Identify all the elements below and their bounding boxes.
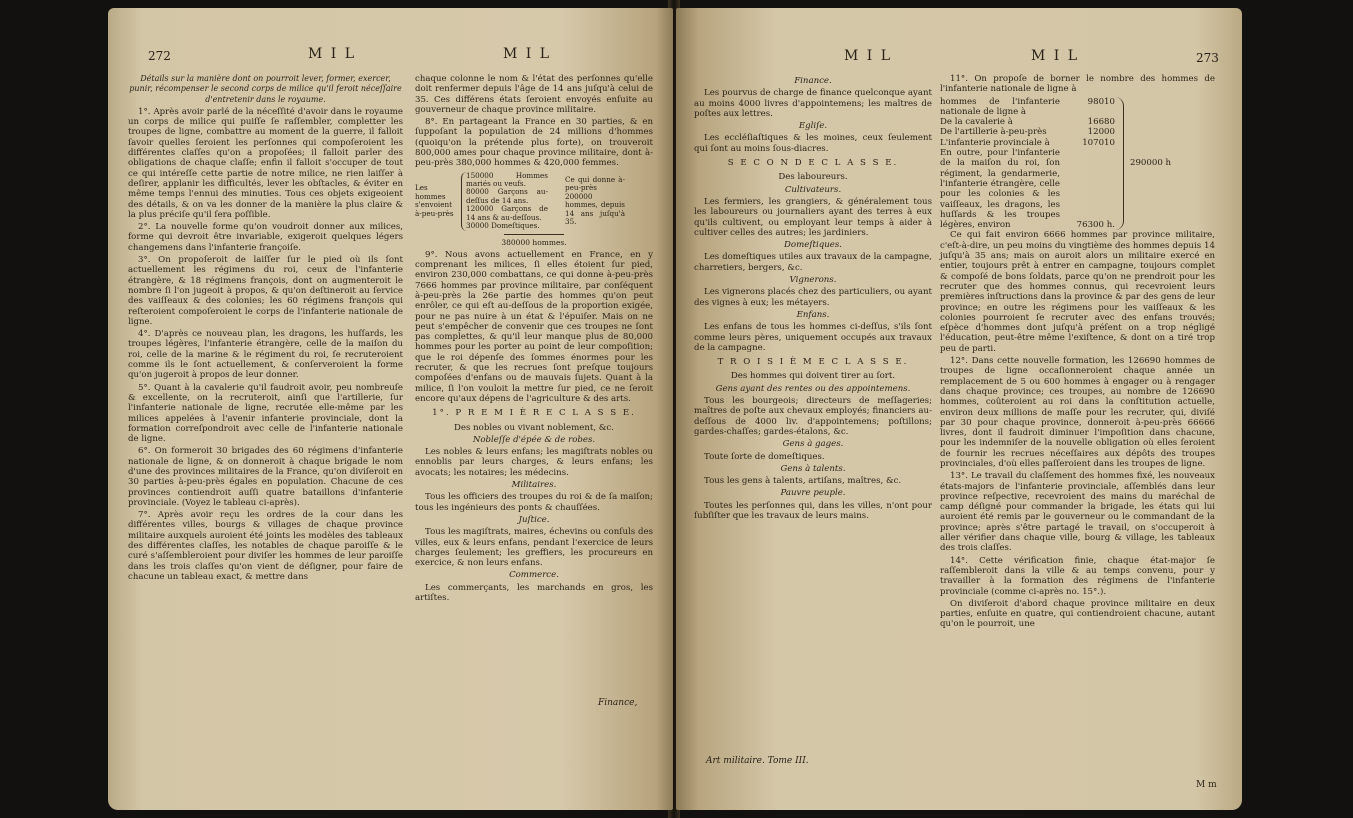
talents-heading: Gens à talents. (780, 463, 846, 474)
para-cont: chaque colonne le nom & l'état des perſonnes qu'elle doit renfermer depuis l'âge de 14 ans juſqu'à celui de 35. Ces différens états ſeroient envoyés enſuite au gouverneur de chaque province militaire. (415, 74, 653, 115)
table-row: 30000 Domeſtiques. (466, 221, 540, 231)
eglise-heading: Egliſe. (798, 121, 828, 132)
class-1-subheading: Des nobles ou vivant noblement, &c. (454, 422, 614, 433)
right-running-head-b: M I L (1031, 48, 1080, 64)
cultivateurs-heading: Cultivateurs. (784, 184, 842, 195)
signature-mark: M m (1196, 780, 1217, 790)
para-11b: Ce qui fait environ 6666 hommes par province militaire, c'eſt-à-dire, un peu moins du vingtième des hommes depuis 14 juſqu'à 35 ans; mais on auroit alors un militaire exercé en entier, toujours prêt à entrer en campagne, toujours complet & compoſé de bons ſoldats, parce qu'on ne prendroit pour les recruter que des hommes connus, qui recevroient leurs premières inſtructions dans la province & par des gens de leur province; en outre les régimens pour les vaiſſeaux & les colonies pourroient ſe recruter avec des enfans trouvés; eſpèce d'hommes dont juſqu'à préſent on a trop négligé l'éducation, peut-être même l'exiſtence, & dont on a tiré trop peu de parti. (940, 230, 1215, 354)
gages-heading: Gens à gages. (782, 439, 844, 450)
table-right-label: Ce qui donne à-peu-près 200000 hommes, depuis 14 ans juſqu'à 35. (565, 174, 625, 226)
rentes-heading: Gens ayant des rentes ou des appointemens. (715, 383, 911, 394)
para-11: 11°. On propoſe de borner le nombre des hommes de l'infanterie nationale de ligne à (940, 74, 1215, 95)
right-running-head-a: M I L (844, 48, 893, 64)
troop-row: hommes de l'infanterie nationale de ligne à 98010 (940, 96, 1115, 117)
left-page-number: 272 (148, 49, 171, 63)
para-12: 12°. Dans cette nouvelle formation, les 126690 hommes de troupes de ligne occaſionneroient chaque année un remplacement de 5 ou 600 hommes à engager ou à rengager dans chaque province; ces troupes, au nombre de 126690 hommes, coûteroient au roi dans la conſtitution actuelle, environ deux millions de maſſe pour les recruter, qui, diviſé par 30 pour chaque province, donneroit à-peu-près 66666 livres, dont il faudroit diminuer l'impoſition dans chacune, pour les indemniſer de la nouvelle obligation où elles ſeroient de fournir les recrues néceſſaires aux dépôts des troupes provinciales, d'où elles paſſeroient dans les troupes de ligne. (940, 356, 1215, 469)
table-row: 80000 Garçons au-deſſus de 14 ans. (466, 187, 548, 205)
para-6: 6°. On formeroit 30 brigades des 60 régimens d'infanterie nationale de ligne, & on donneroit à chaque brigade le nom d'une des provinces militaires de la France, qu'on diviſeroit en 30 parties à-peu-près égales en population. Chacune de ces provinces contiendroit auſſi quatre bataillons d'infanterie provinciale. (Voyez le tableau ci-après). (128, 446, 403, 508)
justice-text: Tous les magiſtrats, maires, échevins ou conſuls des villes, eux & leurs enfans, pendant l'exercice de leurs charges ſeulement; les greffiers, les procureurs en exercice, & non leurs enfans. (415, 527, 653, 569)
rentes-text: Tous les bourgeois; directeurs de meſſageries; maîtres de poſte aux chevaux employés; financiers au-deſſous de 4000 liv. d'appointemens; poſtillons; gardes-chaſſes; gardes-étalons, &c. (694, 396, 932, 437)
domestiques-text: Les domeſtiques utiles aux travaux de la campagne, charretiers, bergers, &c. (694, 252, 932, 273)
table-row: 120000 Garçons de 14 ans & au-deſſous. (466, 204, 548, 222)
para-7: 7°. Après avoir reçu les ordres de la cour dans les différentes villes, bourgs & villages de chaque province militaire auxquels auroient été joints les modèles des tableaux des différentes claſſes, les notables de chaque paroiſſe & le curé s'aſſembleroient pour diviſer les hommes de leur paroiſſe dans les trois claſſes qu'on vient de déſigner, pour faire de chacune un tableau exact, & mettre dans (128, 510, 403, 582)
class-3-heading: T R O I S I È M E C L A S S E. (717, 357, 909, 368)
noblesse-text: Les nobles & leurs enfans; les magiſtrats nobles ou ennoblis par leurs charges, & leurs enfans; les avocats; les notaires; les médecins. (415, 447, 653, 478)
right-page (676, 8, 1242, 810)
para-2: 2°. La nouvelle forme qu'on voudroit donner aux milices, forme qui devroit être invariable, exigeroit quelques légers changemens dans l'infanterie françoiſe. (128, 222, 403, 253)
para-15: On diviſeroit d'abord chaque province militaire en deux parties, enſuite en quatre, qui contiendroient chacune, autant qu'on le pourroit, une (940, 598, 1215, 630)
population-table (415, 172, 653, 231)
cultivateurs-text: Les fermiers, les grangiers, & généralement tous les laboureurs ou journaliers ayant des terres à eux qu'ils cultivent, ou employant leur temps à aider à cultiver celles des autres; les jardiniers. (694, 196, 932, 238)
peuple-heading: Pauvre peuple. (780, 488, 846, 499)
left-column-2 (415, 74, 653, 605)
table-rows (461, 172, 548, 231)
table-left-label: Les hommes s'envoient à-peu-près (415, 183, 454, 218)
enfans-text: Les enfans de tous les hommes ci-deſſus, s'ils ſont comme leurs pères, uniquement occupés aux travaux de la campagne. (694, 322, 932, 353)
para-9: 9°. Nous avons actuellement en France, en y comprenant les milices, ſi elles étoient ſur pied, environ 230,000 combattans, ce qui donne à-peu-près 7666 hommes par province militaire, par conſéquent à-peu-près la 26e partie des hommes qu'on peut enrôler, ce qui eſt au-deſſous de la proportion exigée, pour ne pas nuire à un état & l'épuiſer. Mais on ne peut s'empêcher de convenir que ces troupes ne ſont pas complettes, & qu'il leur manque plus de 80,000 hommes pour les porter au point de leur compoſition; que le roi dépenſe des ſommes énormes pour les recruter, & que les recrues ſont preſque toujours compoſées d'enfans ou de mauvais ſujets. Quant à la milice, ſi l'on vouloit la mettre ſur pied, ce ne ſeroit encore qu'aux dépens de l'agriculture & des arts. (415, 249, 653, 404)
left-running-head-a: M I L (308, 46, 357, 62)
intro-heading: Détails sur la manière dont on pourroit lever, former, exercer, punir, récompenser le second corps de milice qu'il feroit néceſſaire d'entretenir dans le royaume. (129, 74, 402, 104)
troop-total: 290000 h (1130, 158, 1172, 169)
enfans-heading: Enfans. (796, 309, 830, 320)
peuple-text: Toutes les perſonnes qui, dans les villes, n'ont pour ſubſiſter que les travaux de leurs mains. (694, 500, 932, 521)
commerce-heading: Commerce. (509, 570, 559, 581)
para-14: 14°. Cette vérification finie, chaque état-major ſe raſſembleroit dans la ville & au temps convenu, pour y travailler à la formation des régimens de l'infanterie provinciale (comme ci-après no. 15°.). (940, 555, 1215, 597)
para-1: 1°. Après avoir parlé de la néceſſité d'avoir dans le royaume un corps de milice qui puiſſe ſe raſſembler, completter les troupes de ligne, combattre au moment de la guerre, il falloit ſavoir quelles ſeroient les perſonnes qui compoſeroient les différentes claſſes qu'on a propoſées; il falloit parler des obligations de chaque claſſe; enfin il falloit s'occuper de tout ce qui intéreſſe cette partie de notre milice, ne rien laiſſer à deſirer, applanir les difficultés, lever les obſtacles, & éviter en même temps l'ennui des minuties. Tous ces objets exigeoient des détails, & on va les donner de la manière la plus claire & la plus préciſe qu'il ſera poſſible. (128, 106, 403, 220)
left-running-head-b: M I L (503, 46, 552, 62)
vignerons-heading: Vignerons. (789, 275, 837, 286)
para-13: 13°. Le travail du claſſement des hommes fixé, les nouveaux états-majors de l'infanterie provinciale, aſſemblés dans leur province reſpective, recevroient des mains du maréchal de camp déſigné pour commander la brigade, les états qui lui auroient été remis par le gouverneur ou le commandant de la province; après s'être partagé le travail, on s'occuperoit à aller vérifier dans chaque ville, bourg & village, les tableaux des trois claſſes. (940, 471, 1215, 554)
justice-heading: Juſtice. (518, 514, 550, 525)
class-2-subheading: Des laboureurs. (778, 172, 848, 183)
finance-heading: Finance. (794, 76, 832, 86)
class-2-heading: S E C O N D E C L A S S E. (727, 158, 899, 169)
eglise-text: Les eccléſiaſtiques & les moines, ceux ſeulement qui ſont au moins ſous-diacres. (694, 133, 932, 154)
class-1-heading: 1°. P R E M I È R E C L A S S E. (432, 408, 636, 419)
para-4: 4°. D'après ce nouveau plan, les dragons, les huſſards, les troupes légères, l'infanterie étrangère, celle de la maiſon du roi, celle de la marine & le régiment du roi, ſe recruteroient comme ils le ſont actuellement, & conſerveroient la forme qu'on jugeroit à propos de leur donner. (128, 329, 403, 381)
para-3: 3°. On propoſeroit de laiſſer ſur le pied où ils ſont actuellement les régimens du roi, ceux de l'infanterie étrangère, & 18 régimens françois, dont on augmenteroit le nombre ſi l'on jugeoit à propos, & qu'on deſtineroit au ſervice des vaiſſeaux & des colonies; les 60 régimens françois qui reſteroient compoſeroient le corps de l'infanterie nationale de ligne. (128, 255, 403, 327)
militaires-text: Tous les officiers des troupes du roi & de ſa maiſon; tous les ingénieurs des ponts & chauſſées. (415, 492, 653, 513)
para-8: 8°. En partageant la France en 30 parties, & en ſuppoſant la population de 24 millions d'hommes (quoiqu'on la prétende plus forte), on trouveroit 800,000 ames pour chaque province militaire, dont à-peu-près 380,000 hommes & 420,000 femmes. (415, 117, 653, 169)
militaires-heading: Militaires. (511, 480, 557, 491)
right-page-number: 273 (1196, 51, 1219, 65)
class-3-subheading: Des hommes qui doivent tirer au ſort. (730, 371, 896, 382)
talents-text: Tous les gens à talents, artiſans, maîtres, &c. (704, 476, 902, 487)
commerce-text: Les commerçants, les marchands en gros, les artiſtes. (415, 582, 653, 604)
troop-row: En outre, pour l'infanterie de la maiſon du roi, ſon régiment, la gendarmerie, l'infanterie étrangère, celle pour les colonies & les vaiſſeaux, les dragons, les huſſards & les troupes légères, environ 76300 h. (940, 148, 1115, 231)
right-column-2 (940, 74, 1215, 632)
troop-brace (1115, 97, 1124, 231)
para-5: 5°. Quant à la cavalerie qu'il faudroit avoir, peu nombreuſe & excellente, on la recruteroit, ainſi que l'artillerie, ſur l'infanterie nationale de ligne, recrutée elle-même par les milices appelées à l'avenir infanterie provinciale, dont la formation correſpondroit avec celle de l'infanterie nationale de ligne. (128, 382, 403, 445)
troop-rows (940, 97, 1115, 231)
table-rule (504, 234, 564, 235)
catchword: Finance, (598, 698, 638, 708)
finance-text: Les pourvus de charge de finance quelconque ayant au moins 4000 livres d'appointemens; les maîtres de poſtes aux lettres. (694, 88, 932, 119)
domestiques-heading: Domeſtiques. (784, 240, 842, 251)
footer-volume: Art militaire. Tome III. (706, 756, 809, 766)
right-column-1 (694, 76, 932, 523)
noblesse-heading: Nobleſſe d'épée & de robes. (472, 434, 596, 445)
troop-row: De la cavalerie à 16680 (940, 117, 1115, 128)
table-row: 150000 Hommes mariés ou veufs. (466, 170, 548, 189)
table-total: 380000 hommes. (501, 237, 567, 247)
troop-totals (940, 97, 1215, 231)
left-column-1 (128, 74, 403, 584)
troop-row: L'infanterie provinciale à 107010 (940, 137, 1115, 148)
troop-row: De l'artillerie à-peu-près 12000 (940, 127, 1115, 138)
vignerons-text: Les vignerons placés chez des particuliers, ou ayant des vignes à eux; les métayers. (694, 287, 932, 308)
left-page (108, 8, 673, 810)
gages-text: Toute ſorte de domeſtiques. (704, 451, 825, 462)
